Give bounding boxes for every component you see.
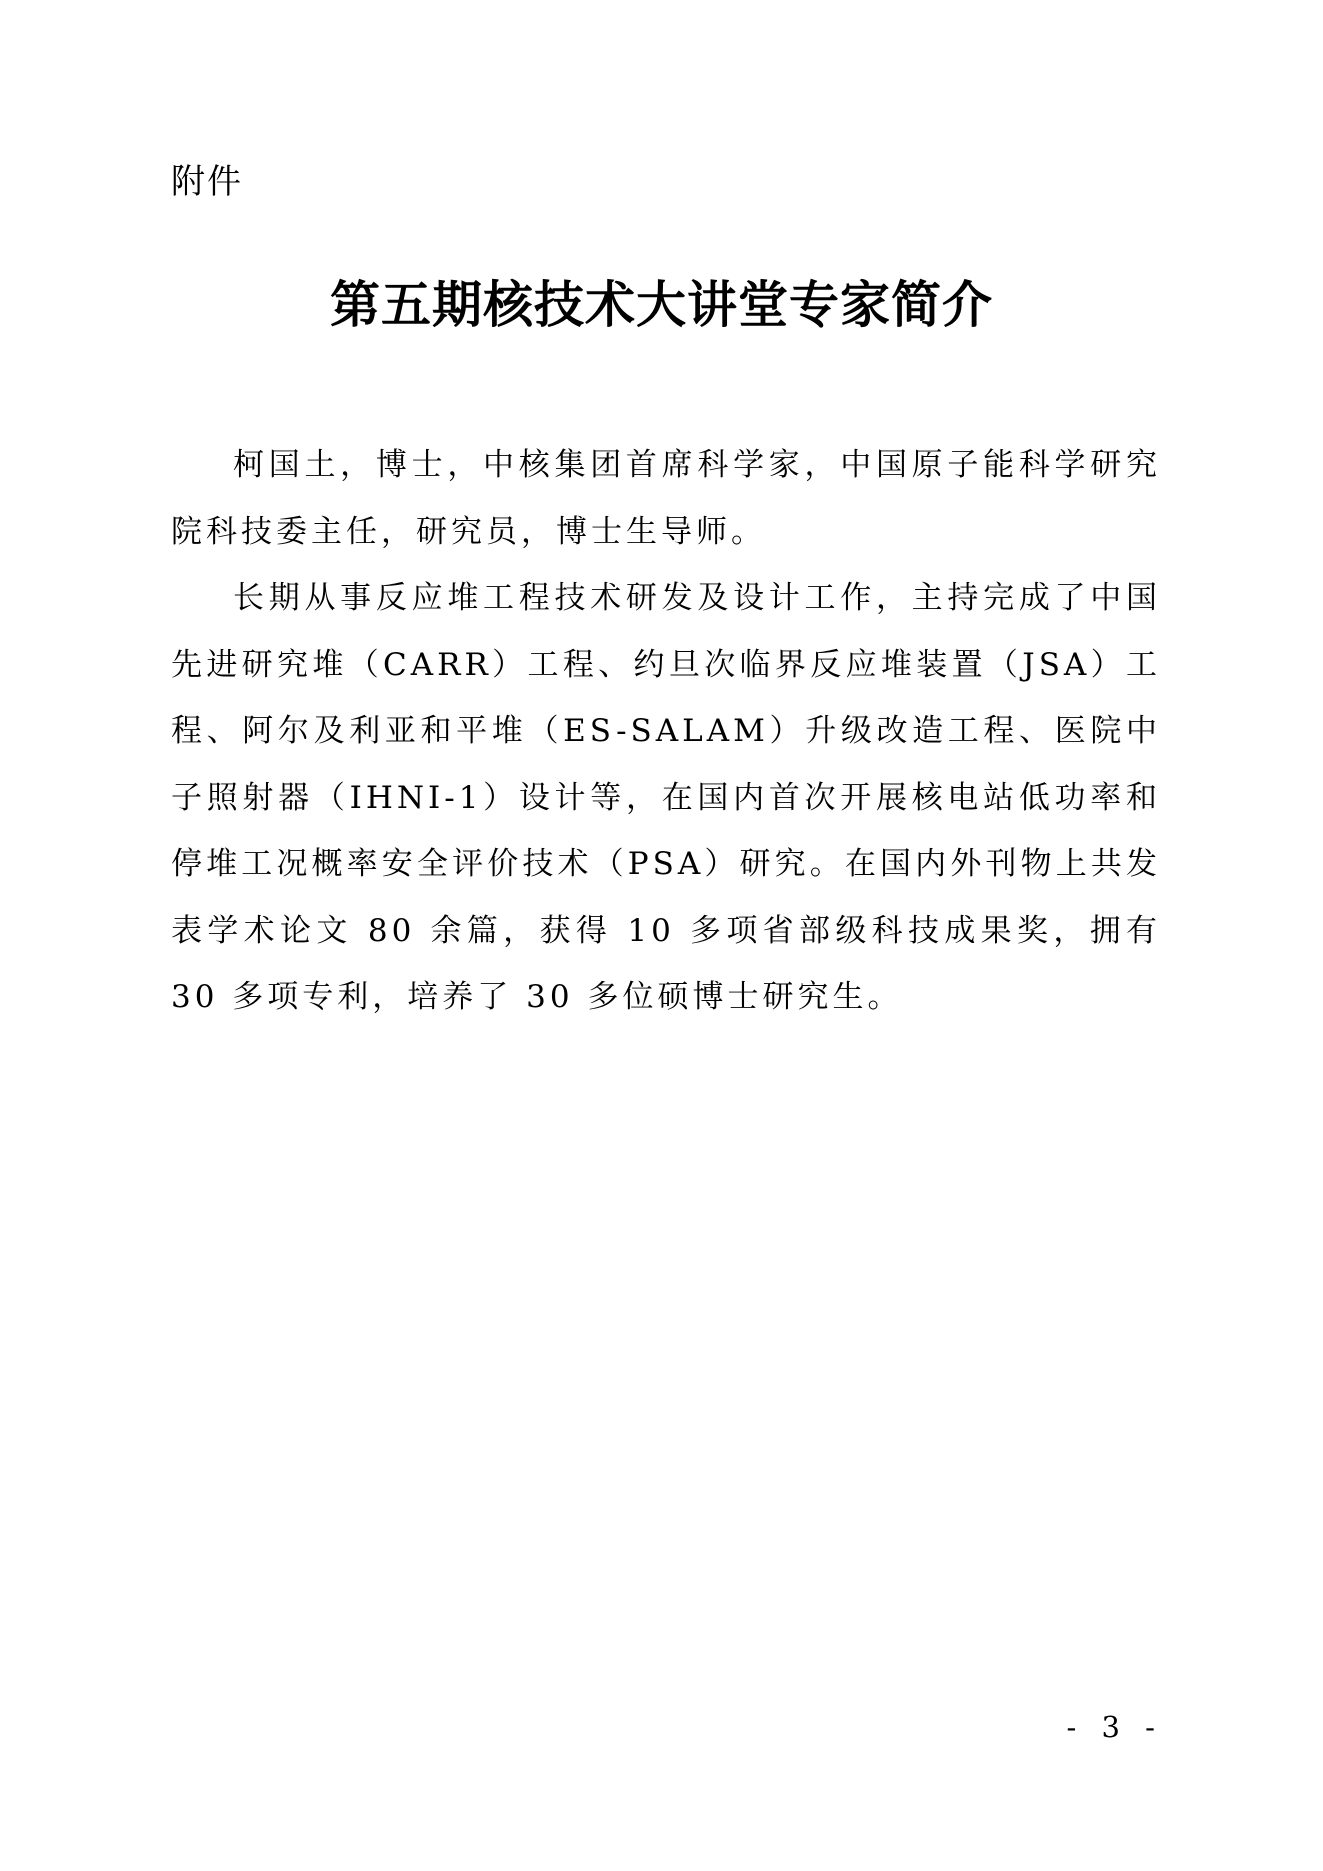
page-number: - 3 - — [1066, 1710, 1163, 1744]
attachment-label: 附件 — [171, 162, 243, 202]
document-body — [171, 432, 1161, 1031]
document-title: 第五期核技术大讲堂专家简介 — [330, 275, 993, 334]
paragraph-achievements: 长期从事反应堆工程技术研发及设计工作，主持完成了中国先进研究堆（CARR）工程、约旦次临界反应堆装置（JSA）工程、阿尔及利亚和平堆（ES-SALAM）升级改造工程、医院中子照射器（IHNI-1）设计等，在国内首次开展核电站低功率和停堆工况概率安全评价技术（PSA）研究。在国内外刊物上共发表学术论文 80 余篇，获得 10 多项省部级科技成果奖，拥有 30 多项专利，培养了 30 多位硕博士研究生。 — [171, 580, 1161, 1015]
paragraph-bio: 柯国土，博士，中核集团首席科学家，中国原子能科学研究院科技委主任，研究员，博士生导师。 — [171, 447, 1161, 550]
